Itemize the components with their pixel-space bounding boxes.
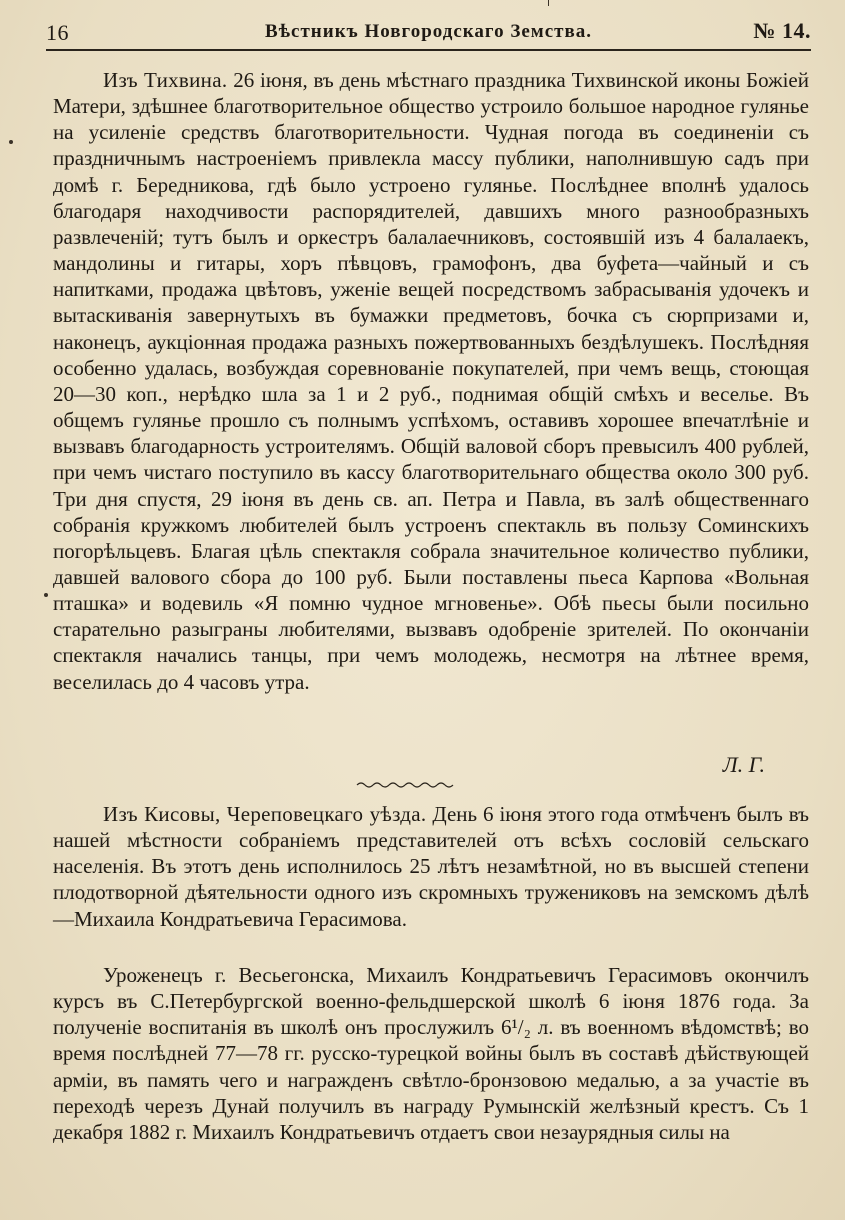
article-kisova xyxy=(53,801,809,932)
article-tikhvin-body: 26 іюня, въ день мѣстнаго праздника Тихвинской иконы Божіей Матери, здѣшнее благотворительное общество устроило большое народное гулянье на усиленіе средствъ благотворительности. Чудная погода въ соединеніи съ праздничнымъ настроеніемъ привлекла массу публики, наполнившую садъ при домѣ г. Бередникова, гдѣ было устроено гулянье. Послѣднее вполнѣ удалось благодаря находчивости распорядителей, давшихъ много разнообразныхъ развлеченій; тутъ былъ и оркестръ балалаечниковъ, состоявшій изъ 4 балалаекъ, мандолины и гитары, хоръ пѣвцовъ, грамофонъ, два буфета—чайный и съ напитками, продажа цвѣтовъ, уженіе вещей посредствомъ забрасыванія удочекъ и вытаскиванія завернутыхъ въ бумажки предметовъ, бочка съ сюрпризами и, наконецъ, аукціонная продажа разныхъ пожертвованныхъ бездѣлушекъ. Послѣдняя особенно удалась, возбуждая соревнованіе покупателей, при чемъ вещь, стоющая 20—30 коп., нерѣдко шла за 1 и 2 руб., поднимая общій смѣхъ и веселье. Въ общемъ гулянье прошло съ полнымъ успѣхомъ, оставивъ хорошее впечатлѣніе и вызвавъ благодарность устроителямъ. Общій валовой сборъ превысилъ 400 рублей, при чемъ чистаго поступило въ кассу благотворительнаго общества около 300 руб. Три дня спустя, 29 іюня въ день св. ап. Петра и Павла, въ залѣ общественнаго собранія кружкомъ любителей былъ устроенъ спектакль въ пользу Соминскихъ погорѣльцевъ. Благая цѣль спектакля собрала значительное количество публики, давшей валового сбора до 100 руб. Были поставлены пьеса Карпова «Вольная пташка» и водевиль «Я помню чудное мгновенье». Обѣ пьесы были посильно старательно разыграны любителями, вызвавъ одобреніе зрителей. По окончаніи спектакля начались танцы, при чемъ молодежь, несмотря на лѣтнее время, веселилась до 4 часовъ утра. xyxy=(53,68,809,694)
margin-mark xyxy=(44,593,48,597)
running-header xyxy=(46,18,811,48)
article-kisova-paragraph-2: Уроженецъ г. Весьегонска, Михаилъ Кондратьевичъ Герасимовъ окончилъ курсъ въ С.Петербургской военно-фельдшерской школѣ 6 іюня 1876 года. За полученіе воспитанія въ школѣ онъ прослужилъ 6¹/₂ л. въ военномъ вѣдомствѣ; во время послѣдней 77—78 гг. русско-турецкой войны былъ въ составѣ дѣйствующей арміи, въ память чего и награжденъ свѣтло-бронзовою медалью, а за участіе въ переходѣ черезъ Дунай получилъ въ награду Румынскій желѣзный крестъ. Съ 1 декабря 1882 г. Михаилъ Кондратьевичъ отдаетъ свои незаурядныя силы на xyxy=(53,963,809,1144)
article-tikhvin xyxy=(53,67,809,695)
article-tikhvin-lead: Изъ Тихвина. xyxy=(103,68,228,92)
issue-number: № 14. xyxy=(753,18,811,43)
journal-title: Вѣстникъ Новгородскаго Земства. xyxy=(264,21,593,42)
margin-mark xyxy=(9,140,13,144)
page-number: 16 xyxy=(46,20,69,45)
section-divider xyxy=(355,780,455,790)
print-mark xyxy=(548,0,549,6)
article-kisova-lead: Изъ Кисовы, Череповецкаго уѣзда. xyxy=(103,802,427,826)
header-rule xyxy=(46,49,811,51)
article-kisova-body: День 6 іюня этого года отмѣченъ былъ въ нашей мѣстности собраніемъ представителей отъ всѣхъ сословій сельскаго населенія. Въ этотъ день исполнилось 25 лѣтъ незамѣтной, но въ высшей степени плодотворной дѣятельности одного изъ скромныхъ тружениковъ на земскомъ дѣлѣ—Михаила Кондратьевича Герасимова. xyxy=(53,802,810,931)
article-tikhvin-signature: Л. Г. xyxy=(722,752,765,777)
